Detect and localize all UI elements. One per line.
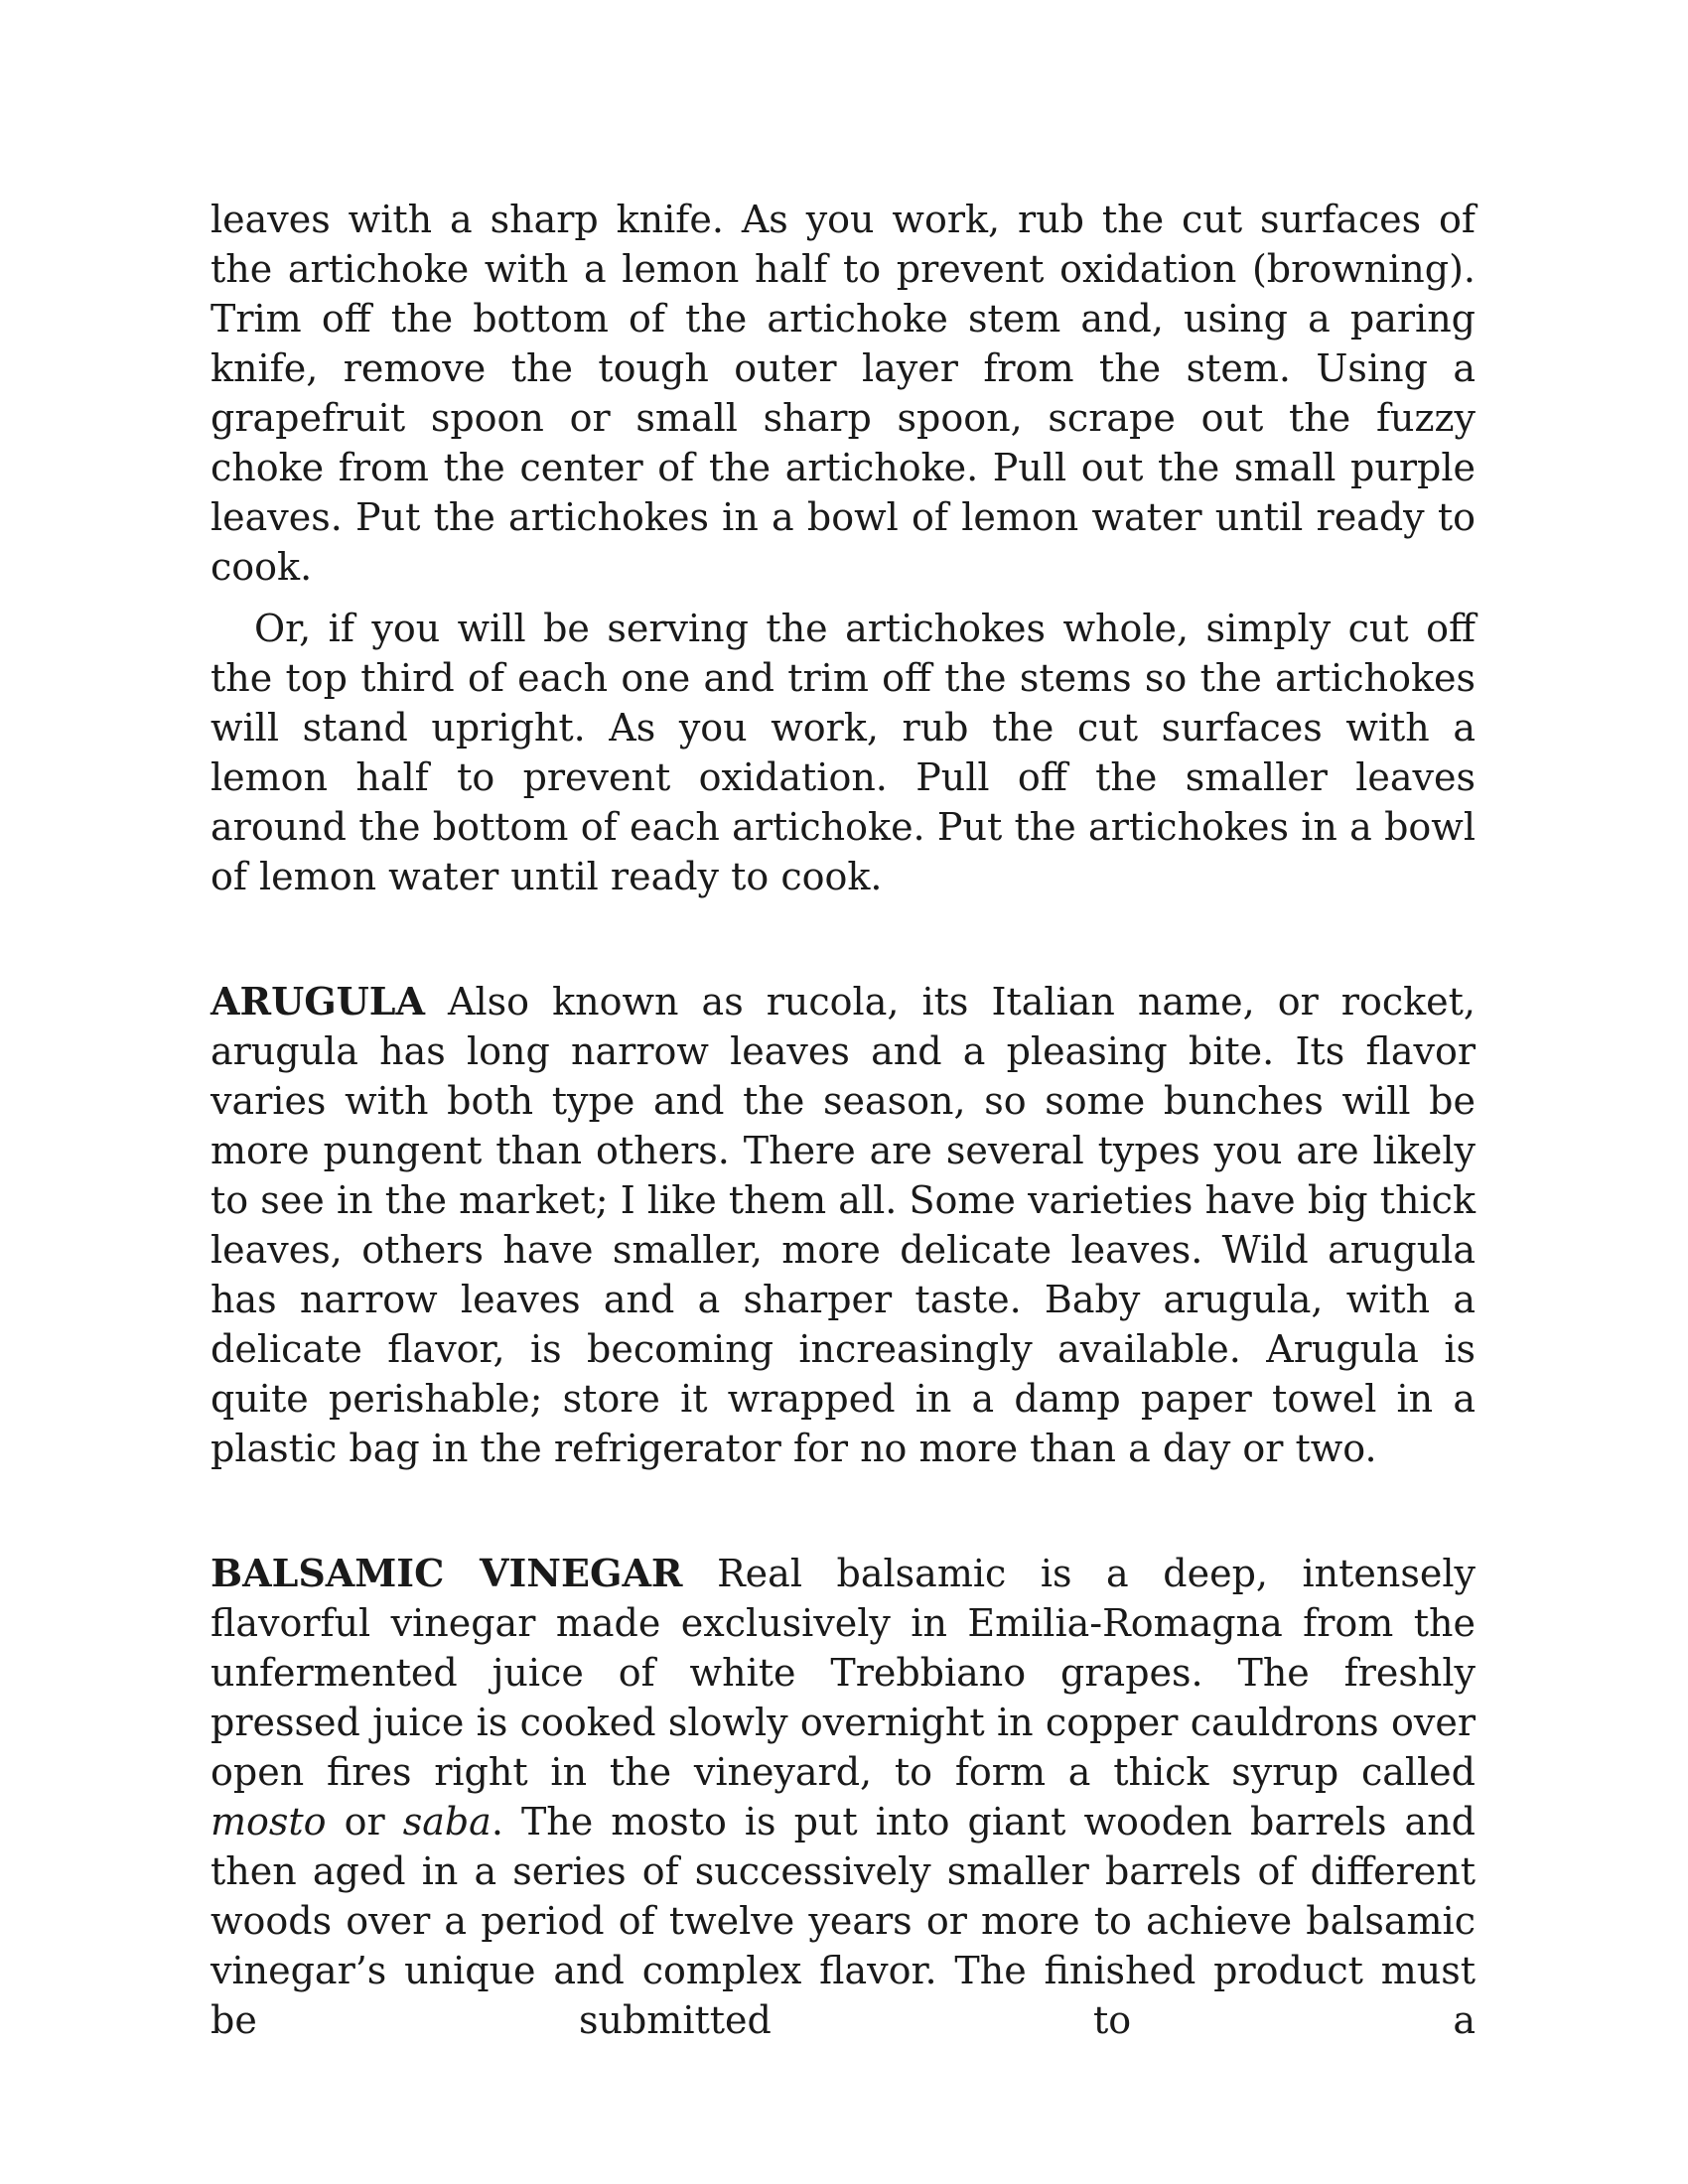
page-body [211,195,1476,2045]
entry-text: . The mosto is put into giant wooden barrels and then aged in a series of successively smaller barrels of different woods over a period of twelve years or more to achieve balsamic vinegar’s unique and complex flavor. The finished product must be submitted to a [211,1800,1476,2042]
entry-text: Real balsamic is a deep, intensely flavorful vinegar made exclusively in Emilia-Romagna from the unfermented juice of white Trebbiano grapes. The freshly pressed juice is cooked slowly overnight in copper cauldrons over open fires right in the vineyard, to form a thick syrup called [211,1552,1476,1794]
entry-italic-term: mosto [211,1800,327,1843]
entry-term: BALSAMIC VINEGAR [211,1551,683,1595]
entry-text: or [326,1800,403,1843]
paragraph-artichoke-prep: leaves with a sharp knife. As you work, rub the cut surfaces of the artichoke with a lemon half to prevent oxidation (browning). Trim off the bottom of the artichoke stem and, using a paring knife, remove the tough outer layer from the stem. Using a grapefruit spoon or small sharp spoon, scrape out the fuzzy choke from the center of the artichoke. Pull out the small purple leaves. Put the artichokes in a bowl of lemon water until ready to cook. [211,198,1476,589]
glossary-entry-balsamic-vinegar [211,1549,1476,2045]
paragraph-whole-artichokes: Or, if you will be serving the artichokes whole, simply cut off the top third of each one and trim off the stems so the artichokes will stand upright. As you work, rub the cut surfaces with a lemon half to prevent oxidation. Pull off the smaller leaves around the bottom of each artichoke. Put the artichokes in a bowl of lemon water until ready to cook. [211,607,1476,898]
entry-term: ARUGULA [211,979,425,1024]
entry-italic-term: saba [402,1800,492,1843]
entry-text: Also known as rucola, its Italian name, or rocket, arugula has long narrow leaves and a pleasing bite. Its flavor varies with both type and the season, so some bunches will be more pungent than others. There are several types you are likely to see in the market; I like them all. Some varieties have big thick leaves, others have smaller, more delicate leaves. Wild arugula has narrow leaves and a sharper taste. Baby arugula, with a delicate flavor, is becoming increasingly available. Arugula is quite perishable; store it wrapped in a damp paper towel in a plastic bag in the refrigerator for no more than a day or two. [211,980,1476,1470]
glossary-entry-arugula [211,977,1476,1473]
